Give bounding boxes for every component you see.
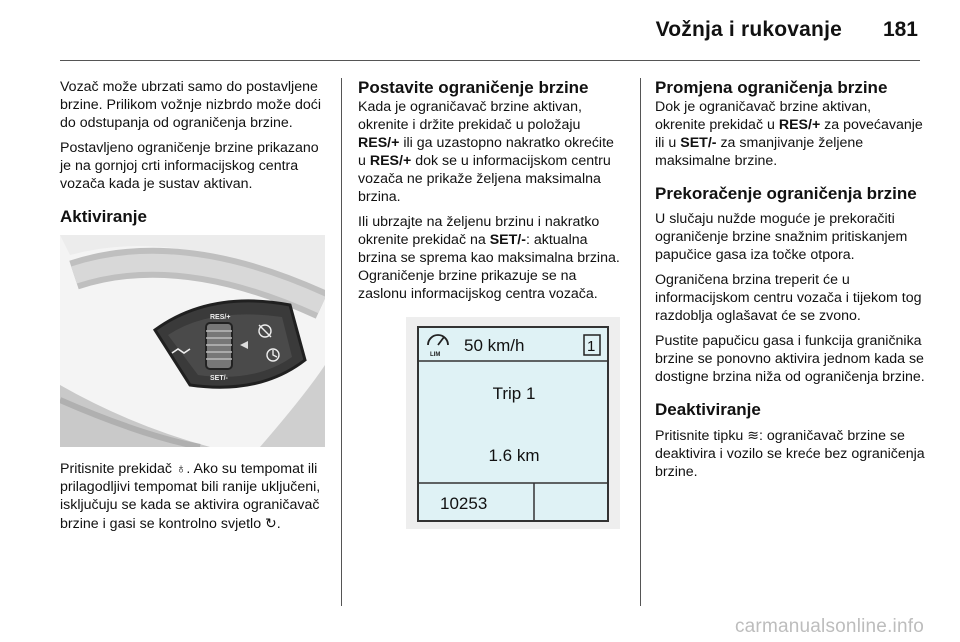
section-heading-exceeding: Prekoračenje ograničenja brzine bbox=[655, 184, 917, 203]
paragraph: Pustite papučicu gasa i funkcija graničnika brzine se ponovno aktivira jednom kada se dostigne brzina niža od ograničenja brzine. bbox=[655, 333, 925, 385]
paragraph: Ograničena brzina treperit će u informacijskom centru vozača i tijekom tog razdoblja oglašavat će se zvono. bbox=[655, 272, 922, 324]
page-number: 181 bbox=[882, 18, 918, 41]
paragraph: Postavljeno ograničenje brzine prikazano je na gornjoj crti informacijskog centra vozača kada je sustav aktivan. bbox=[60, 140, 319, 192]
paragraph: Dok je ograničavač brzine aktivan, okrenite prekidač u RES/+ za povećavanje ili u SET/- za smanjivanje željene maksimalne brzine. bbox=[655, 99, 923, 169]
paragraph: Kada je ograničavač brzine aktivan, okrenite i držite prekidač u položaju RES/+ ili ga uzastopno nakratko okrećite u RES/+ dok se u informacijskom centru vozača ne prikaže željena maksimalna brzina. bbox=[358, 99, 614, 205]
header-rule bbox=[60, 60, 920, 61]
column-right bbox=[655, 78, 925, 488]
speed-limiter-icon: ♁ bbox=[175, 460, 187, 476]
odometer-value: 10253 bbox=[440, 494, 488, 513]
switch-label-res: RES/+ bbox=[210, 314, 231, 321]
trip-label: Trip 1 bbox=[492, 384, 536, 403]
column-divider-right bbox=[640, 78, 641, 606]
column-divider-left bbox=[341, 78, 342, 606]
limiter-cancel-icon: ≋ bbox=[747, 427, 759, 443]
section-heading-deactivation: Deaktiviranje bbox=[655, 400, 761, 419]
section-heading-set-limit: Postavite ograničenje brzine bbox=[358, 78, 589, 97]
section-heading-activation: Aktiviranje bbox=[60, 207, 147, 226]
paragraph: U slučaju nužde moguće je prekoračiti ograničenje brzine snažnim pritiskanjem papučice gasa iza točke otpora. bbox=[655, 211, 908, 263]
page-header bbox=[0, 0, 960, 62]
cruise-control-lamp-icon: ↻ bbox=[265, 515, 277, 531]
page-title: Vožnja i rukovanje bbox=[655, 18, 842, 41]
paragraph: Pritisnite tipku ≋: ograničavač brzine se deaktivira i vozilo se kreće bez ograničenja brzine. bbox=[655, 427, 925, 480]
paragraph: Pritisnite prekidač ♁. Ako su tempomat ili prilagodljivi tempomat bili ranije uključeni, isključuju se kada se aktivira ograničavač brzine i gasi se kontrolno svjetlo ↻. bbox=[60, 460, 321, 532]
column-left bbox=[60, 78, 330, 540]
switch-label-set: SET/- bbox=[210, 375, 228, 382]
section-heading-change-limit: Promjena ograničenja brzine bbox=[655, 78, 888, 97]
gear-indicator: 1 bbox=[587, 338, 596, 355]
paragraph: Vozač može ubrzati samo do postavljene brzine. Prilikom vožnje nizbrdo može doći do odstupanja od ograničenja brzine. bbox=[60, 79, 322, 131]
trip-value: 1.6 km bbox=[488, 446, 540, 465]
set-speed-value: 50 km/h bbox=[464, 336, 525, 355]
driver-info-display-figure bbox=[406, 317, 620, 529]
watermark: carmanualsonline.info bbox=[734, 616, 924, 637]
lim-label: LIM bbox=[430, 352, 441, 358]
column-middle bbox=[358, 78, 623, 529]
steering-wheel-figure bbox=[60, 235, 325, 447]
paragraph: Ili ubrzajte na željenu brzinu i nakratko okrenite prekidač na SET/-: aktualna brzina se sprema kao maksimalna brzina. Ograničenje brzine prikazuje se na zaslonu informacijskog centra vozača. bbox=[358, 214, 620, 302]
